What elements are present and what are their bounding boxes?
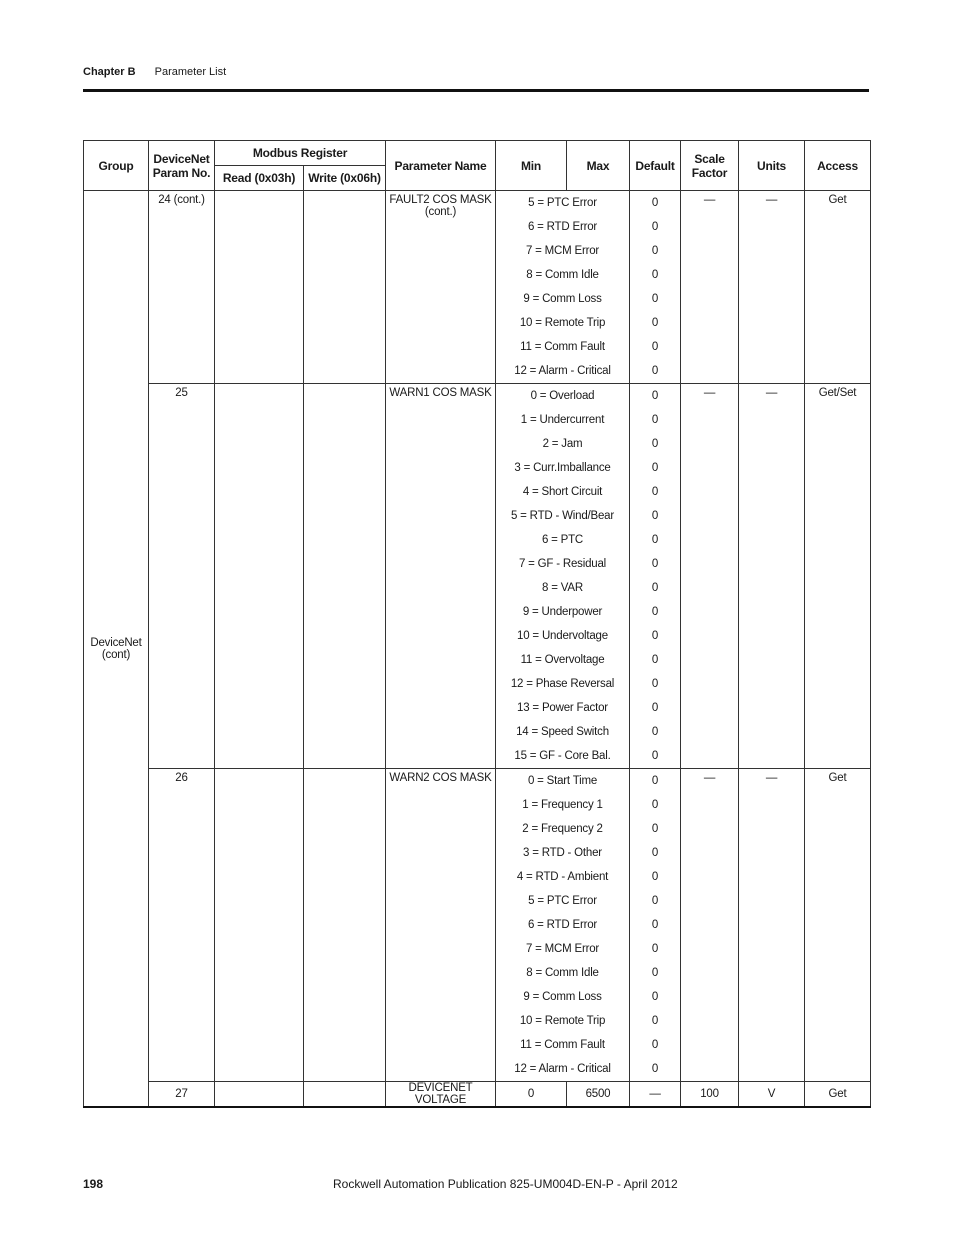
min-max-cell: 9 = Comm Loss — [496, 985, 630, 1009]
min-max-cell: 3 = Curr.Imballance — [496, 456, 630, 480]
default-cell: 0 — [630, 744, 681, 769]
default-cell: 0 — [630, 672, 681, 696]
default-cell: 0 — [630, 985, 681, 1009]
default-cell: 0 — [630, 576, 681, 600]
read-register-cell — [215, 384, 304, 769]
running-header — [83, 66, 226, 78]
table-row — [84, 769, 871, 794]
max-cell: 6500 — [567, 1082, 630, 1108]
min-max-cell: 12 = Phase Reversal — [496, 672, 630, 696]
default-cell: 0 — [630, 865, 681, 889]
default-cell: 0 — [630, 335, 681, 359]
default-cell: 0 — [630, 1033, 681, 1057]
page-number: 198 — [83, 1177, 104, 1191]
default-cell: 0 — [630, 552, 681, 576]
min-cell: 0 — [496, 1082, 567, 1108]
col-header-devicenet-param: DeviceNet Param No. — [149, 141, 215, 191]
parameter-name-cell: WARN1 COS MASK — [386, 384, 496, 769]
min-max-cell: 10 = Undervoltage — [496, 624, 630, 648]
parameter-name-cell: WARN2 COS MASK — [386, 769, 496, 1082]
default-cell: 0 — [630, 480, 681, 504]
min-max-cell: 2 = Jam — [496, 432, 630, 456]
min-max-cell: 0 = Start Time — [496, 769, 630, 794]
min-max-cell: 15 = GF - Core Bal. — [496, 744, 630, 769]
publication-info: Rockwell Automation Publication 825-UM004D-EN-P - April 2012 — [333, 1177, 678, 1191]
default-cell: 0 — [630, 600, 681, 624]
scale-cell: 100 — [681, 1082, 739, 1108]
min-max-cell: 11 = Comm Fault — [496, 1033, 630, 1057]
write-register-cell — [304, 769, 386, 1082]
min-max-cell: 3 = RTD - Other — [496, 841, 630, 865]
min-max-cell: 1 = Frequency 1 — [496, 793, 630, 817]
min-max-cell: 5 = PTC Error — [496, 889, 630, 913]
min-max-cell: 8 = VAR — [496, 576, 630, 600]
table-row — [84, 191, 871, 216]
parameter-name-cell: DEVICENET VOLTAGE — [386, 1082, 496, 1108]
read-register-cell — [215, 769, 304, 1082]
default-cell: 0 — [630, 432, 681, 456]
col-header-parameter-name: Parameter Name — [386, 141, 496, 191]
units-cell: — — [739, 191, 805, 384]
min-max-cell: 12 = Alarm - Critical — [496, 1057, 630, 1082]
parameter-name-cell: FAULT2 COS MASK (cont.) — [386, 191, 496, 384]
min-max-cell: 10 = Remote Trip — [496, 311, 630, 335]
units-cell: V — [739, 1082, 805, 1108]
min-max-cell: 11 = Comm Fault — [496, 335, 630, 359]
col-header-max: Max — [567, 141, 630, 191]
default-cell: 0 — [630, 624, 681, 648]
param-no-cell: 26 — [149, 769, 215, 1082]
min-max-cell: 6 = PTC — [496, 528, 630, 552]
default-cell: 0 — [630, 528, 681, 552]
min-max-cell: 12 = Alarm - Critical — [496, 359, 630, 384]
min-max-cell: 5 = RTD - Wind/Bear — [496, 504, 630, 528]
param-no-cell: 27 — [149, 1082, 215, 1108]
access-cell: Get — [805, 191, 871, 384]
min-max-cell: 8 = Comm Idle — [496, 263, 630, 287]
default-cell: 0 — [630, 215, 681, 239]
min-max-cell: 14 = Speed Switch — [496, 720, 630, 744]
default-cell: 0 — [630, 408, 681, 432]
header-rule — [83, 89, 869, 92]
table-row — [84, 1082, 871, 1108]
default-cell: 0 — [630, 793, 681, 817]
table-row — [84, 384, 871, 409]
col-header-scale-factor: Scale Factor — [681, 141, 739, 191]
min-max-cell: 7 = GF - Residual — [496, 552, 630, 576]
default-cell: 0 — [630, 961, 681, 985]
default-cell: 0 — [630, 913, 681, 937]
default-cell: 0 — [630, 311, 681, 335]
default-cell: 0 — [630, 384, 681, 409]
default-cell: 0 — [630, 1009, 681, 1033]
min-max-cell: 10 = Remote Trip — [496, 1009, 630, 1033]
param-no-cell: 25 — [149, 384, 215, 769]
min-max-cell: 2 = Frequency 2 — [496, 817, 630, 841]
write-register-cell — [304, 384, 386, 769]
default-cell: 0 — [630, 937, 681, 961]
group-cell: DeviceNet (cont) — [84, 191, 149, 1108]
scale-cell: — — [681, 191, 739, 384]
write-register-cell — [304, 1082, 386, 1108]
min-max-cell: 7 = MCM Error — [496, 937, 630, 961]
default-cell: 0 — [630, 648, 681, 672]
min-max-cell: 9 = Underpower — [496, 600, 630, 624]
default-cell: 0 — [630, 263, 681, 287]
chapter-label: Chapter B — [83, 66, 136, 78]
col-header-default: Default — [630, 141, 681, 191]
default-cell: 0 — [630, 287, 681, 311]
write-register-cell — [304, 191, 386, 384]
access-cell: Get/Set — [805, 384, 871, 769]
default-cell: 0 — [630, 696, 681, 720]
min-max-cell: 0 = Overload — [496, 384, 630, 409]
section-label: Parameter List — [154, 66, 227, 78]
default-cell: 0 — [630, 239, 681, 263]
min-max-cell: 13 = Power Factor — [496, 696, 630, 720]
scale-cell: — — [681, 384, 739, 769]
units-cell: — — [739, 384, 805, 769]
min-max-cell: 1 = Undercurrent — [496, 408, 630, 432]
default-cell: 0 — [630, 769, 681, 794]
param-no-cell: 24 (cont.) — [149, 191, 215, 384]
min-max-cell: 4 = Short Circuit — [496, 480, 630, 504]
col-header-min: Min — [496, 141, 567, 191]
default-cell: 0 — [630, 817, 681, 841]
default-cell: — — [630, 1082, 681, 1108]
default-cell: 0 — [630, 1057, 681, 1082]
min-max-cell: 9 = Comm Loss — [496, 287, 630, 311]
scale-cell: — — [681, 769, 739, 1082]
min-max-cell: 6 = RTD Error — [496, 215, 630, 239]
default-cell: 0 — [630, 456, 681, 480]
read-register-cell — [215, 191, 304, 384]
min-max-cell: 5 = PTC Error — [496, 191, 630, 216]
min-max-cell: 8 = Comm Idle — [496, 961, 630, 985]
min-max-cell: 6 = RTD Error — [496, 913, 630, 937]
default-cell: 0 — [630, 841, 681, 865]
col-header-write: Write (0x06h) — [304, 166, 386, 191]
default-cell: 0 — [630, 191, 681, 216]
default-cell: 0 — [630, 359, 681, 384]
default-cell: 0 — [630, 504, 681, 528]
default-cell: 0 — [630, 720, 681, 744]
min-max-cell: 7 = MCM Error — [496, 239, 630, 263]
col-header-group: Group — [84, 141, 149, 191]
col-header-units: Units — [739, 141, 805, 191]
units-cell: — — [739, 769, 805, 1082]
min-max-cell: 4 = RTD - Ambient — [496, 865, 630, 889]
col-header-modbus-register: Modbus Register — [215, 141, 386, 166]
read-register-cell — [215, 1082, 304, 1108]
col-header-access: Access — [805, 141, 871, 191]
col-header-read: Read (0x03h) — [215, 166, 304, 191]
parameter-table — [83, 140, 871, 1108]
access-cell: Get — [805, 1082, 871, 1108]
access-cell: Get — [805, 769, 871, 1082]
min-max-cell: 11 = Overvoltage — [496, 648, 630, 672]
default-cell: 0 — [630, 889, 681, 913]
